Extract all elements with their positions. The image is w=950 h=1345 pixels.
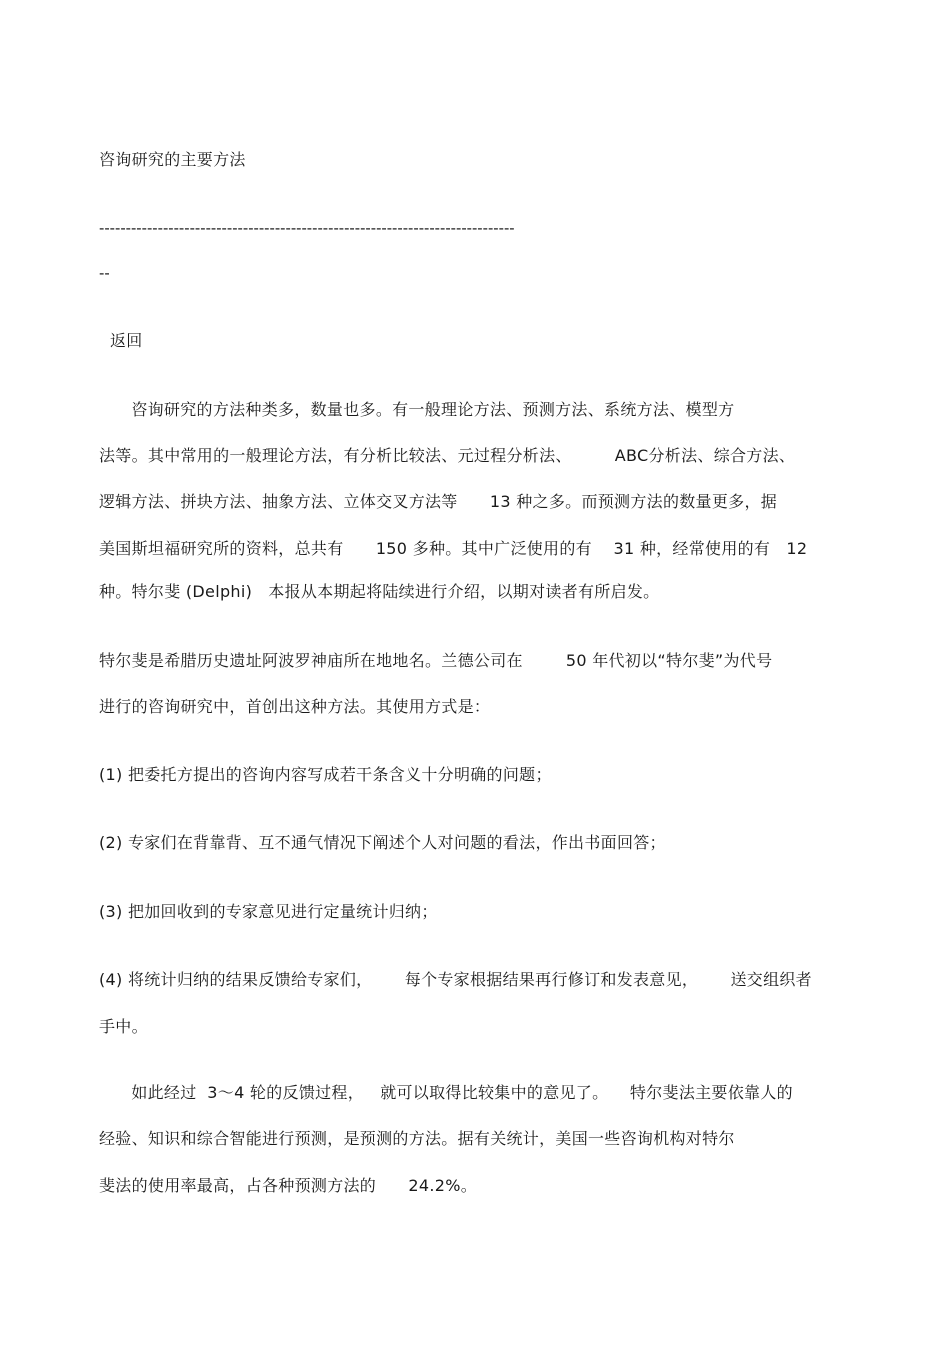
divider-line-continuation: -- [99, 265, 110, 282]
divider-line: ------------------------------------------------------------------------------ [99, 220, 515, 237]
paragraph-line: 种。特尔斐 (Delphi) 本报从本期起将陆续进行介绍，以期对读者有所启发。 [99, 582, 660, 601]
paragraph-line: 美国斯坦福研究所的资料，总共有 150 多种。其中广泛使用的有 31 种，经常使用的有 12 [99, 539, 808, 558]
list-item: (4) 将统计归纳的结果反馈给专家们， 每个专家根据结果再行修订和发表意见， 送交组织者 [99, 970, 812, 989]
paragraph-line: 经验、知识和综合智能进行预测，是预测的方法。据有关统计，美国一些咨询机构对特尔 [99, 1129, 735, 1148]
list-item: (1) 把委托方提出的咨询内容写成若干条含义十分明确的问题； [99, 765, 552, 784]
page-title: 咨询研究的主要方法 [99, 150, 246, 169]
paragraph-line: 斐法的使用率最高，占各种预测方法的 24.2%。 [99, 1176, 478, 1195]
paragraph-line: 咨询研究的方法种类多，数量也多。有一般理论方法、预测方法、系统方法、模型方 [99, 400, 735, 419]
paragraph-line: 特尔斐是希腊历史遗址阿波罗神庙所在地地名。兰德公司在 50 年代初以“特尔斐”为代号 [99, 651, 773, 670]
paragraph-line: 逻辑方法、拼块方法、抽象方法、立体交叉方法等 13 种之多。而预测方法的数量更多，据 [99, 492, 778, 511]
list-item-continuation: 手中。 [99, 1017, 148, 1036]
back-link[interactable]: 返回 [110, 331, 143, 350]
paragraph-line: 法等。其中常用的一般理论方法，有分析比较法、元过程分析法、 ABC分析法、综合方法、 [99, 446, 796, 465]
list-item: (3) 把加回收到的专家意见进行定量统计归纳； [99, 902, 438, 921]
list-item: (2) 专家们在背靠背、互不通气情况下阐述个人对问题的看法，作出书面回答； [99, 833, 666, 852]
paragraph-line: 如此经过 3～4 轮的反馈过程， 就可以取得比较集中的意见了。 特尔斐法主要依靠人的 [99, 1083, 793, 1102]
paragraph-line: 进行的咨询研究中，首创出这种方法。其使用方式是： [99, 697, 491, 716]
